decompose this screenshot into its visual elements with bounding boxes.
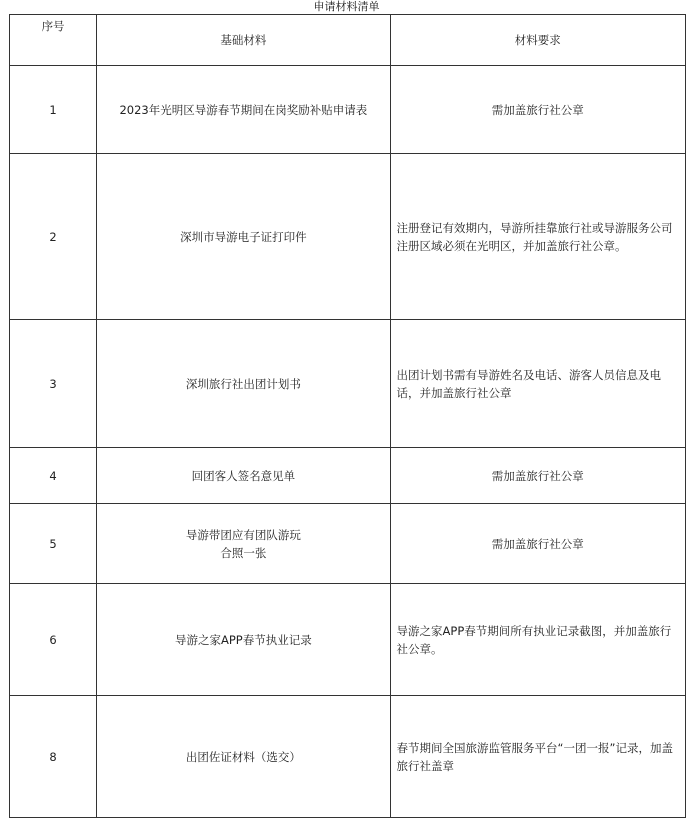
row-number: 8 xyxy=(10,696,97,818)
table-row xyxy=(10,584,686,696)
table-row xyxy=(10,66,686,154)
table-header-row xyxy=(10,15,686,66)
table-row xyxy=(10,154,686,320)
document-title: 申请材料清单 xyxy=(313,0,380,13)
base-material-cell xyxy=(97,584,390,696)
requirement-cell: 注册登记有效期内，导游所挂靠旅行社或导游服务公司注册区域必须在光明区，并加盖旅行社公章。 xyxy=(390,154,685,320)
base-material-cell xyxy=(97,504,390,584)
base-material-text: 深圳市导游电子证打印件 xyxy=(180,229,307,244)
base-material-text: 合照一张 xyxy=(220,545,267,560)
base-material-text: 导游之家APP春节执业记录 xyxy=(174,632,312,647)
table-row xyxy=(10,448,686,504)
base-material-cell xyxy=(97,448,390,504)
base-material-text: 2023年光明区导游春节期间在岗奖励补贴申请表 xyxy=(119,102,368,117)
row-number: 4 xyxy=(10,448,97,504)
base-material-text: 回团客人签名意见单 xyxy=(191,468,296,483)
row-number: 3 xyxy=(10,320,97,448)
requirement-cell: 出团计划书需有导游姓名及电话、游客人员信息及电话，并加盖旅行社公章 xyxy=(390,320,685,448)
base-material-text: 深圳旅行社出团计划书 xyxy=(185,376,301,391)
requirement-cell: 春节期间全国旅游监管服务平台“一团一报”记录，加盖旅行社盖章 xyxy=(390,696,685,818)
table-row xyxy=(10,696,686,818)
row-number: 5 xyxy=(10,504,97,584)
header-no: 序号 xyxy=(10,15,97,66)
row-number: 2 xyxy=(10,154,97,320)
row-number: 6 xyxy=(10,584,97,696)
base-material-cell xyxy=(97,66,390,154)
header-requirement: 材料要求 xyxy=(390,15,685,66)
base-material-text: 出团佐证材料（选交） xyxy=(185,749,301,764)
base-material-cell xyxy=(97,320,390,448)
requirement-cell: 需加盖旅行社公章 xyxy=(390,66,685,154)
materials-table xyxy=(9,14,686,818)
base-material-text: 导游带团应有团队游玩 xyxy=(185,527,301,542)
requirement-cell: 需加盖旅行社公章 xyxy=(390,448,685,504)
header-base-material: 基础材料 xyxy=(97,15,390,66)
table-row xyxy=(10,504,686,584)
table-row xyxy=(10,320,686,448)
base-material-cell xyxy=(97,696,390,818)
requirement-cell: 需加盖旅行社公章 xyxy=(390,504,685,584)
row-number: 1 xyxy=(10,66,97,154)
requirement-cell: 导游之家APP春节期间所有执业记录截图，并加盖旅行社公章。 xyxy=(390,584,685,696)
base-material-cell xyxy=(97,154,390,320)
